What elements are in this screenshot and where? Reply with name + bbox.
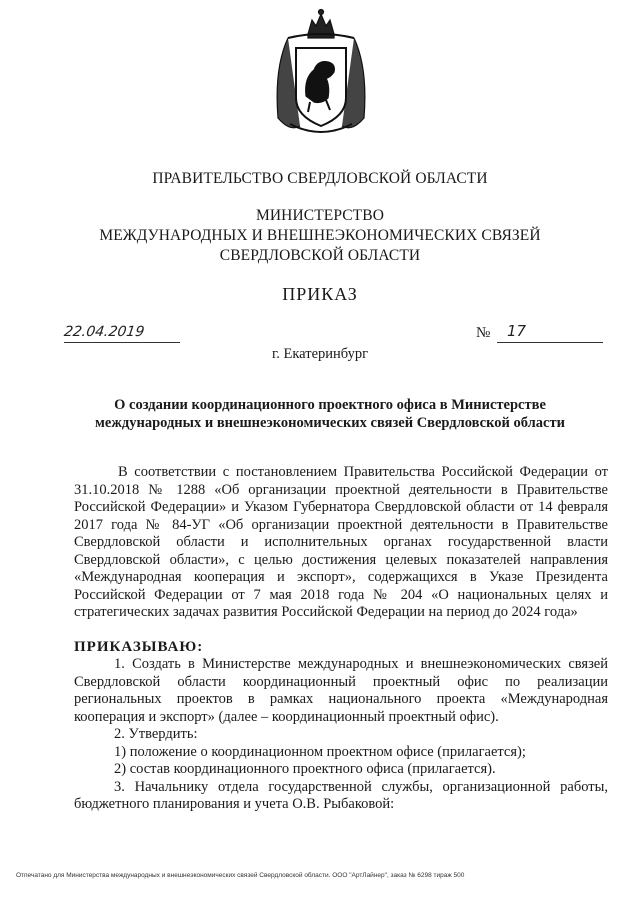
number-field [497, 318, 603, 343]
decree-item: 2) состав координационного проектного офиса (прилагается). [114, 761, 496, 777]
number-label: № [476, 325, 491, 341]
city-name: г. Екатеринбург [271, 346, 369, 362]
government-name: ПРАВИТЕЛЬСТВО СВЕРДЛОВСКОЙ ОБЛАСТИ [152, 170, 488, 187]
date-field [64, 318, 180, 343]
document-type-heading: ПРИКАЗ [282, 284, 358, 304]
ministry-name-line-3: СВЕРДЛОВСКОЙ ОБЛАСТИ [219, 247, 421, 264]
decree-item: 1) положение о координационном проектном офисе (прилагается); [114, 743, 526, 760]
decree-items [74, 656, 608, 814]
handwritten-number: 17 [507, 322, 527, 340]
ministry-name-line-1: МИНИСТЕРСТВО [256, 207, 384, 224]
print-footer: Отпечатано для Министерства международных и внешнеэкономических связей Свердловской области. ООО "АртЛайнер", заказ № 6298 тираж 500 [16, 872, 465, 879]
decree-word: ПРИКАЗЫВАЮ: [74, 639, 204, 655]
decree-item: 3. Начальнику отдела государственной службы, организационной работы, бюджетного планирования и учета О.В. Рыбаковой: [74, 778, 608, 812]
handwritten-date: 22.04.2019 [62, 324, 146, 340]
intro-paragraph: В соответствии с постановлением Правительства Российской Федерации от 31.10.2018 № 1288 «Об организации проектной деятельности в Правительстве Российской Федерации» и Указом Губернатора Свердловской области от 14 февраля 2017 года № 84-УГ «Об организации проектной деятельности в Правительстве Свердловской области и исполнительных органах государственной власти Свердловской области», с целью достижения целевых показателей направления «Международная кооперация и экспорт», содержащихся в Указе Президента Российской Федерации от 7 мая 2018 года № 204 «О национальных целях и стратегических задачах развития Российской Федерации на период до 2024 года» [74, 464, 608, 620]
ministry-name-line-2: МЕЖДУНАРОДНЫХ И ВНЕШНЕЭКОНОМИЧЕСКИХ СВЯЗЕЙ [99, 227, 541, 244]
decree-item: 1. Создать в Министерстве международных и внешнеэкономических связей Свердловской области координационный проектный офис по реализации региональных проектов в рамках национального проекта «Международная кооперация и экспорт» (далее – координационный проектный офис). [74, 656, 608, 725]
document-title: О создании координационного проектного офиса в Министерстве международных и внешнеэкономических связей Свердловской области [95, 397, 565, 431]
coat-of-arms-emblem [270, 8, 372, 140]
decree-item: 2. Утвердить: [114, 726, 198, 742]
